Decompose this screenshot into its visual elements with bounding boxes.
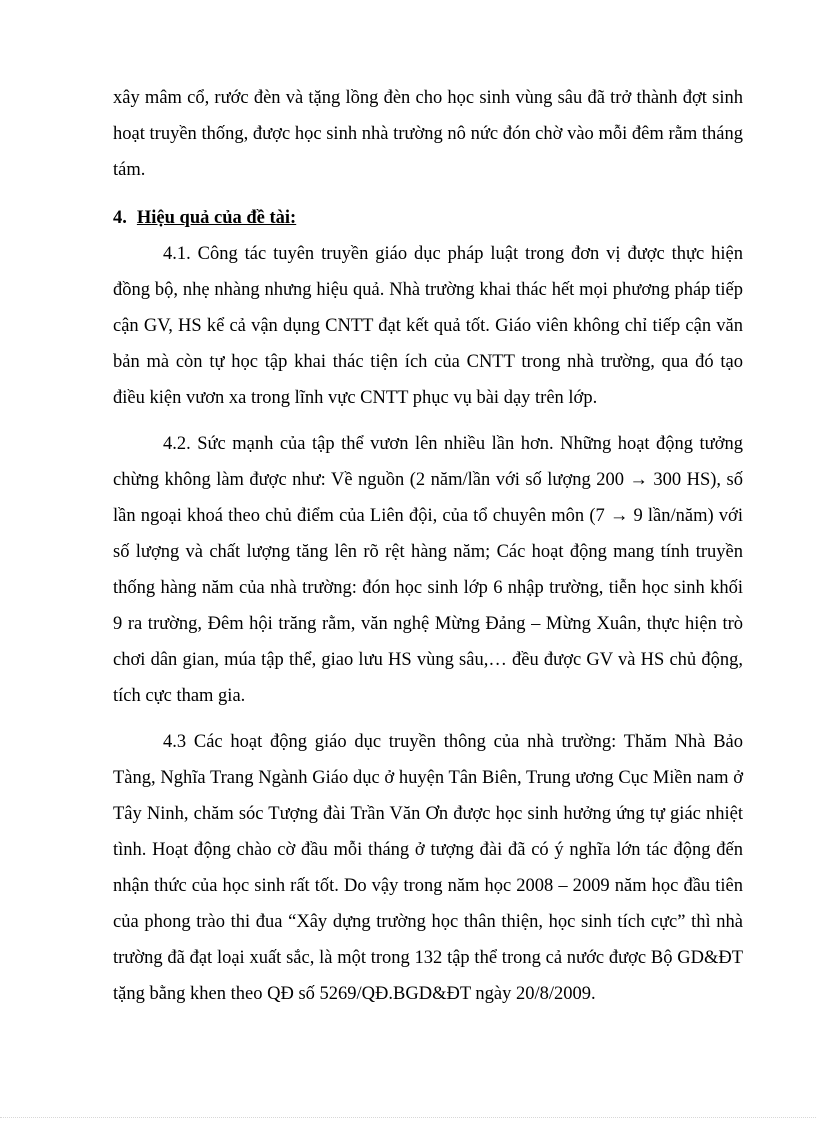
intro-paragraph: xây mâm cổ, rước đèn và tặng lồng đèn cho học sinh vùng sâu đã trở thành đợt sinh hoạt truyền thống, được học sinh nhà trường nô nức đón chờ vào mỗi đêm rằm tháng tám. xyxy=(113,88,743,180)
section-number: 4. xyxy=(113,208,127,228)
section-heading xyxy=(113,200,743,236)
paragraph-4-3: 4.3 Các hoạt động giáo dục truyền thông của nhà trường: Thăm Nhà Bảo Tàng, Nghĩa Trang Ngành Giáo dục ở huyện Tân Biên, Trung ương Cục Miền nam ở Tây Ninh, chăm sóc Tượng đài Trần Văn Ơn được học sinh hưởng ứng tự giác nhiệt tình. Hoạt động chào cờ đầu mỗi tháng ở tượng đài đã có ý nghĩa lớn tác động đến nhận thức của học sinh rất tốt. Do vậy trong năm học 2008 – 2009 năm học đầu tiên của phong trào thi đua “Xây dựng trường học thân thiện, học sinh tích cực” thì nhà trường đã đạt loại xuất sắc, là một trong 132 tập thể trong cả nước được Bộ GD&ĐT tặng bằng khen theo QĐ số 5269/QĐ.BGD&ĐT ngày 20/8/2009. xyxy=(113,732,743,1004)
page-bottom-divider xyxy=(0,1117,816,1118)
paragraph-4-1: 4.1. Công tác tuyên truyền giáo dục pháp luật trong đơn vị được thực hiện đồng bộ, nhẹ nhàng nhưng hiệu quả. Nhà trường khai thác hết mọi phương pháp tiếp cận GV, HS kể cả vận dụng CNTT đạt kết quả tốt. Giáo viên không chỉ tiếp cận văn bản mà còn tự học tập khai thác tiện ích của CNTT trong nhà trường, qua đó tạo điều kiện vươn xa trong lĩnh vực CNTT phục vụ bài dạy trên lớp. xyxy=(113,244,743,408)
section-title: Hiệu quả của đề tài: xyxy=(136,208,297,228)
paragraph-4-2: 4.2. Sức mạnh của tập thể vươn lên nhiều lần hơn. Những hoạt động tưởng chừng không làm được như: Về nguồn (2 năm/lần với số lượng 200 → 300 HS), số lần ngoại khoá theo chủ điểm của Liên đội, của tổ chuyên môn (7 → 9 lần/năm) với số lượng và chất lượng tăng lên rõ rệt hàng năm; Các hoạt động mang tính truyền thống hàng năm của nhà trường: đón học sinh lớp 6 nhập trường, tiễn học sinh khối 9 ra trường, Đêm hội trăng rằm, văn nghệ Mừng Đảng – Mừng Xuân, thực hiện trò chơi dân gian, múa tập thể, giao lưu HS vùng sâu,… đều được GV và HS chủ động, tích cực tham gia. xyxy=(113,434,743,706)
document-body xyxy=(113,80,743,1012)
